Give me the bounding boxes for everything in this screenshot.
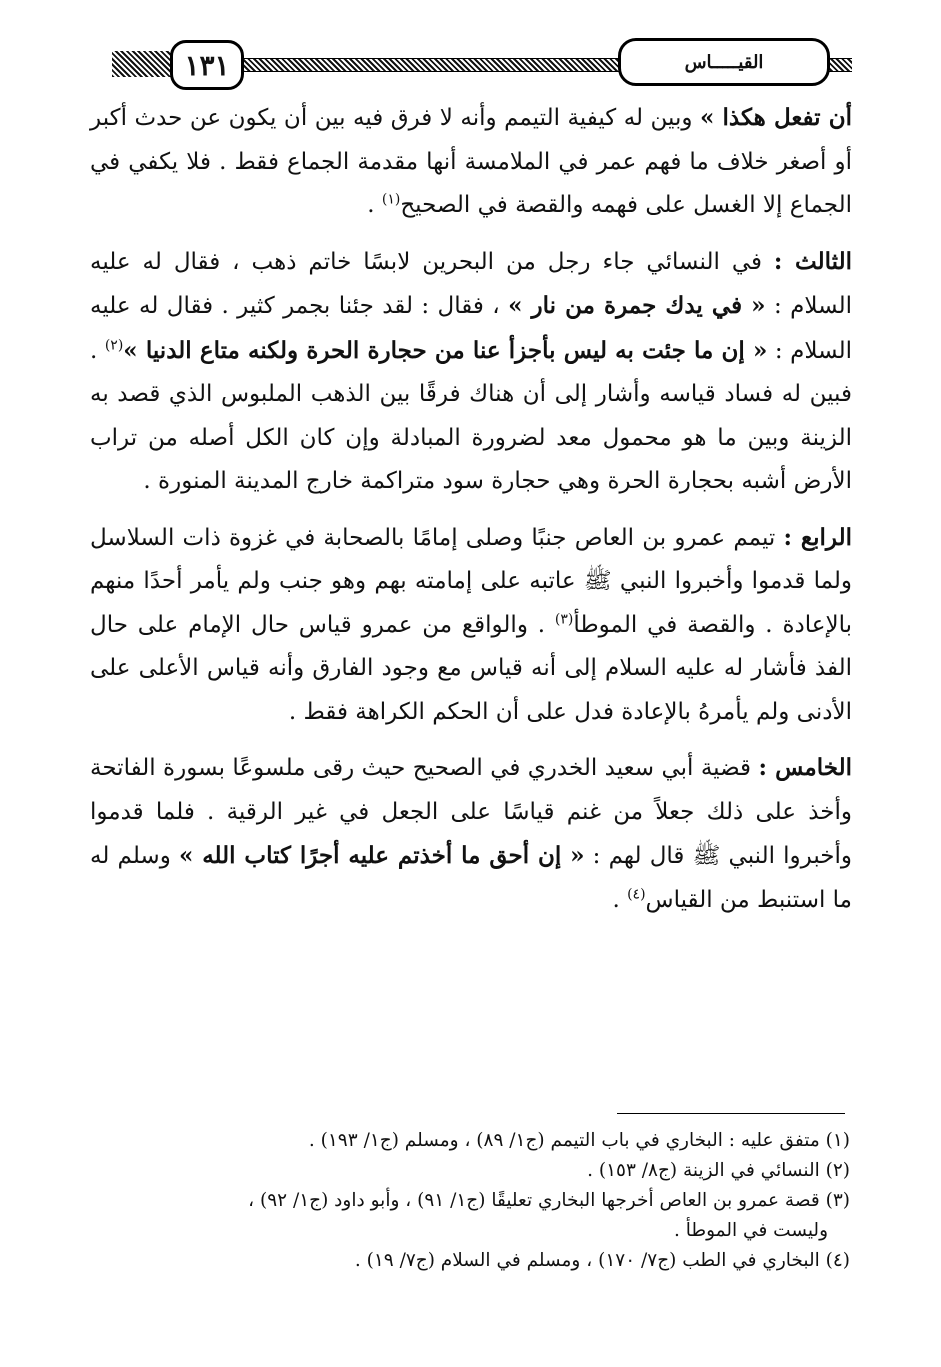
text-run: وبين له كيفية التيمم وأنه لا فرق فيه بين أن يكون عن حدث أكبر أو أصغر خلاف ما فهم عمر في الملامسة أنها مقدمة الجماع فقط . فلا يكفي في الجماع إلا الغسل على فهمه والقصة في الصحيح — [90, 105, 852, 218]
footnote-4: (٤) البخاري في الطب (ج٧/ ١٧٠) ، ومسلم في السلام (ج٧/ ١٩) . — [354, 1250, 850, 1271]
text-run: . فبين له فساد قياسه وأشار إلى أن هناك فرقًا بين الذهب الملبوس الذي قصد به الزينة وبين ما هو محمول معد لضرورة المبادلة وإن كان الكل أصله من تراب الأرض أشبه بحجارة الحرة وهي حجارة سود متراكمة خارج المدينة المنورة . — [90, 337, 852, 494]
footnote-3: (٣) قصة عمرو بن العاص أخرجها البخاري تعليقًا (ج١/ ٩١) ، وأبو داود (ج١/ ٩٢) ، — [248, 1190, 850, 1211]
text-run: قضية أبي سعيد الخدري في الصحيح حيث رقى ملسوعًا بسورة الفاتحة وأخذ على ذلك جعلاً من غنم قياسًا على الجعل في غير الرقية . فلما قدموا وأخبروا النبي ﷺ قال لهم : — [90, 755, 852, 869]
main-text — [90, 96, 852, 934]
footnote-1: (١) متفق عليه : البخاري في باب التيمم (ج١/ ٨٩) ، ومسلم (ج١/ ١٩٣) . — [308, 1130, 850, 1151]
header-hatched-ornament — [112, 51, 172, 77]
footnote-2: (٢) النسائي في الزينة (ج٨/ ١٥٣) . — [587, 1160, 850, 1181]
text-run: . — [612, 886, 628, 913]
page-header — [112, 34, 852, 94]
chapter-title: القيـــــاس — [618, 38, 830, 86]
paragraph-1 — [90, 96, 852, 228]
text-run: . — [367, 192, 382, 218]
text-run: تيمم عمرو بن العاص جنبًا وصلى إمامًا بالصحابة في غزوة ذات السلاسل ولما قدموا وأخبروا النبي ﷺ عاتبه على إمامته بهم وهو جنب ولم يأمر أحدًا منهم بالإعادة . والقصة في الموطأ — [90, 524, 852, 638]
footnote-ref: (٤) — [627, 885, 646, 902]
paragraph-4 — [90, 746, 852, 922]
bold-phrase: « إن أحق ما أخذتم عليه أجرًا كتاب الله » — [178, 842, 585, 869]
bold-phrase: « في يدك جمرة من نار » — [508, 292, 766, 319]
footnote-separator — [617, 1113, 845, 1114]
footnote-ref: (١) — [381, 191, 401, 208]
text-run: ، فقال : لقد جئنا بجمر كثير . فقال له عليه السلام : — [90, 293, 852, 364]
bold-phrase: الرابع : — [783, 523, 852, 551]
bold-phrase: أن تفعل هكذا » — [699, 104, 852, 131]
bold-phrase: الخامس : — [758, 754, 852, 781]
footnote-3-continuation: وليست في الموطأ . — [674, 1220, 828, 1241]
bold-phrase: الثالث : — [773, 247, 852, 275]
paragraph-2 — [90, 240, 852, 504]
text-run: . والواقع من عمرو قياس حال الإمام على حال الفذ فأشار له عليه السلام إلى أنه قياس مع وجود الفارق وأنه قياس الأعلى على الأدنى ولم يأمرهُ بالإعادة فدل على أن الحكم الكراهة فقط . — [90, 611, 852, 725]
text-run: في النسائي جاء رجل من البحرين لابسًا خاتم ذهب ، فقال له عليه السلام : — [90, 248, 852, 319]
text-run: وسلم له ما استنبط من القياس — [90, 843, 852, 913]
page-number: ١٣١ — [170, 40, 244, 90]
footnote-ref: (٢) — [104, 336, 124, 353]
paragraph-3 — [90, 516, 852, 735]
footnotes — [90, 1126, 852, 1276]
footnote-ref: (٣) — [554, 610, 574, 627]
bold-phrase: « إن ما جئت به ليس بأجزأ عنا من حجارة الحرة ولكنه متاع الدنيا » — [123, 336, 768, 364]
